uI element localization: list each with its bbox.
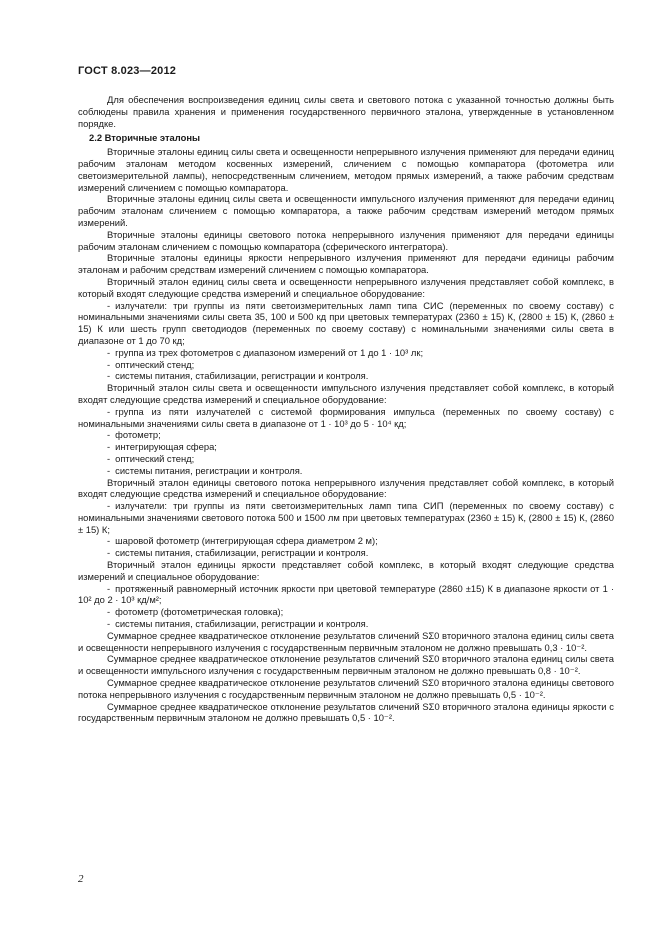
list-dash: - [107, 464, 111, 476]
paragraph: Для обеспечения воспроизведения единиц силы света и светового потока с указанной точностью должны быть соблюдены правила хранения и применения государственного первичного эталона, утвержденные в установленном порядке. [78, 94, 614, 129]
list-item-text: излучатели: три группы из пяти светоизмерительных ламп типа СИП (переменных по своему составу) с номинальными значениями светового потока 500 и 1500 лм при цветовых температурах (2360 ± 15) К, (2800 ± 15) К, (2860 ± 15) К; [78, 500, 614, 535]
list-item-text: фотометр (фотометрическая головка); [115, 606, 284, 618]
list-dash: - [107, 500, 111, 512]
paragraph: Вторичный эталон единицы светового потока непрерывного излучения представляет собой комплекс, в который входят следующие средства измерений и специальное оборудование: [78, 476, 614, 500]
list-item [78, 583, 614, 607]
list-item [78, 618, 614, 630]
paragraph: Вторичный эталон силы света и освещенности импульсного излучения представляет собой комплекс, в который входят следующие средства измерений и специальное оборудование: [78, 382, 614, 405]
list-dash: - [107, 405, 111, 417]
list-item-text: системы питания, регистрации и контроля. [115, 464, 303, 476]
list-item-text: фотометр; [115, 429, 161, 441]
section-heading: 2.2 Вторичные эталоны [89, 132, 200, 144]
list-item [78, 370, 614, 382]
list-item-text: группа из пяти излучателей с системой формирования импульса (переменных по своему составу) с номинальными значениями силы света в диапазоне от 1 · 10³ до 5 · 10⁴ кд; [78, 405, 614, 429]
list-dash: - [107, 606, 111, 618]
list-item [78, 500, 614, 535]
paragraph: Вторичные эталоны единицы светового потока непрерывного излучения применяют для передачи единицы рабочим эталонам сличением с помощью компаратора (сферического интегратора). [78, 228, 614, 252]
list-dash: - [107, 582, 111, 594]
list-dash: - [107, 618, 111, 630]
list-item-text: системы питания, стабилизации, регистрации и контроля. [115, 618, 369, 630]
list-dash: - [107, 452, 111, 464]
paragraph: Суммарное среднее квадратическое отклонение результатов сличений SΣ0 вторичного эталона единиц силы света и освещенности импульсного излучения с государственным первичным эталоном не должно превышать 0,8 · 10⁻². [78, 653, 614, 677]
list-item-text: протяженный равномерный источник яркости при цветовой температуре (2860 ±15) К в диапазоне яркости от 1 · 10² до 2 · 10³ кд/м²; [78, 582, 614, 606]
list-item [78, 441, 614, 453]
list-item [78, 453, 614, 465]
list-dash: - [107, 299, 111, 311]
list-dash: - [107, 429, 111, 441]
list-item-text: группа из трех фотометров с диапазоном измерений от 1 до 1 · 10³ лк; [115, 346, 424, 358]
paragraph: Вторичные эталоны единиц силы света и освещенности непрерывного излучения применяют для передачи единиц рабочим эталонам методом косвенных измерений, сличением с помощью компаратора (фотометра или светоизмерительной лампы), непосредственным сличением, методом прямых измерений, а также рабочим средствам измерений сличением с помощью компаратора. [78, 146, 614, 193]
list-item [78, 406, 614, 430]
paragraph: Суммарное среднее квадратическое отклонение результатов сличений SΣ0 вторичного эталона единицы светового потока непрерывного излучения с государственным первичным эталоном не должно превышать 0,5 · 10⁻². [78, 677, 614, 700]
list-item-text: излучатели: три группы из пяти светоизмерительных ламп типа СИС (переменных по своему составу) с номинальными значениями силы света 35, 100 и 500 кд при цветовых температурах (2360 ± 15) К, (2800 ± 15) К, (2860 ± 15) К или шесть групп светодиодов (переменных по своему составу) с номинальными значениями силы света в диапазоне от 1 до 70 кд; [78, 299, 614, 346]
list-item [78, 347, 614, 359]
list-item [78, 359, 614, 371]
list-item [78, 535, 614, 547]
document-header: ГОСТ 8.023—2012 [78, 65, 177, 77]
list-dash: - [107, 370, 111, 382]
list-item [78, 547, 614, 559]
list-dash: - [107, 547, 111, 559]
list-item-text: интегрирующая сфера; [115, 441, 217, 453]
list-dash: - [107, 358, 111, 370]
paragraph: Вторичный эталон единицы яркости представляет собой комплекс, в который входят следующие средства измерений и специальное оборудование: [78, 559, 614, 582]
page-number: 2 [78, 873, 84, 885]
list-item [78, 300, 614, 347]
list-item-text: системы питания, стабилизации, регистрации и контроля. [115, 547, 369, 559]
list-item [78, 429, 614, 441]
list-item-text: системы питания, стабилизации, регистрации и контроля. [115, 370, 369, 382]
paragraph: Суммарное среднее квадратическое отклонение результатов сличений SΣ0 вторичного эталона единиц силы света и освещенности непрерывного излучения с государственным первичным эталоном не должно превышать 0,3 · 10⁻². [78, 629, 614, 653]
paragraph: Вторичные эталоны единицы яркости непрерывного излучения применяют для передачи единицы рабочим эталонам и рабочим средствам измерений сличением с помощью компаратора. [78, 252, 614, 276]
document-body [78, 94, 614, 724]
list-dash: - [107, 346, 111, 358]
paragraph: Вторичные эталоны единиц силы света и освещенности импульсного излучения применяют для передачи единиц рабочим эталонам сличением с помощью компаратора, а также рабочим средствам измерений методом прямых измерений. [78, 193, 614, 228]
paragraph: Суммарное среднее квадратическое отклонение результатов сличений SΣ0 вторичного эталона единицы яркости с государственным первичным эталоном не должно превышать 0,5 · 10⁻². [78, 700, 614, 724]
list-item [78, 465, 614, 477]
list-dash: - [107, 535, 111, 547]
list-item-text: оптический стенд; [115, 452, 195, 464]
list-item-text: шаровой фотометр (интегрирующая сфера диаметром 2 м); [115, 535, 378, 547]
paragraph: Вторичный эталон единиц силы света и освещенности непрерывного излучения представляет собой комплекс, в который входят следующие средства измерений и специальное оборудование: [78, 275, 614, 299]
list-item-text: оптический стенд; [115, 358, 195, 370]
list-dash: - [107, 441, 111, 453]
list-item [78, 606, 614, 618]
